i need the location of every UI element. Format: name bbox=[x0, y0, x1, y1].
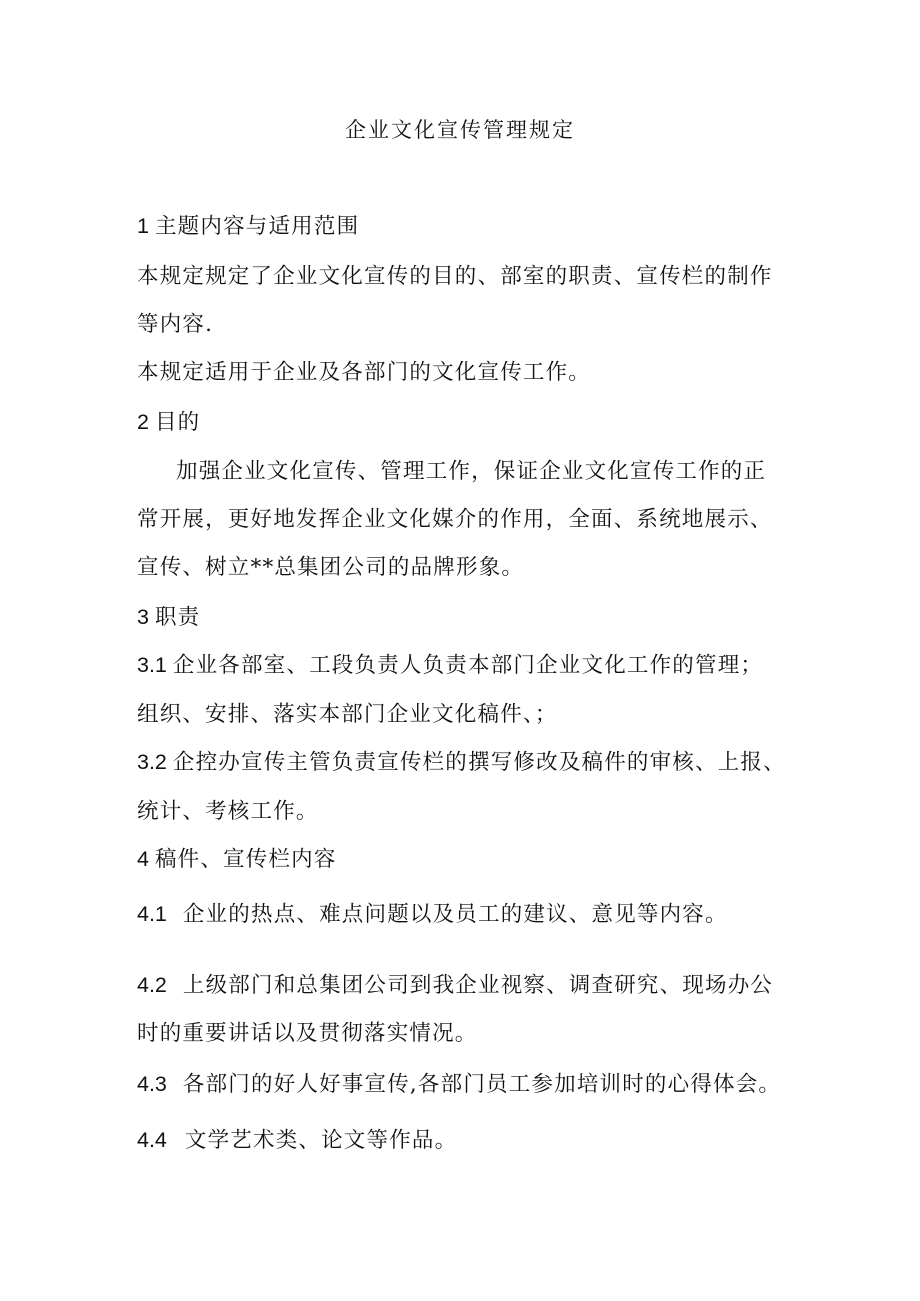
section-number: 1 bbox=[137, 214, 149, 238]
clause-4-3 bbox=[137, 1067, 781, 1098]
section-number: 2 bbox=[137, 410, 149, 434]
clause-4-1 bbox=[137, 897, 728, 928]
paragraph-line bbox=[137, 259, 773, 290]
paragraph-text: 统计、考核工作。 bbox=[137, 799, 319, 824]
paragraph-text: 常开展，更好地发挥企业文化媒介的作用，全面、系统地展示、 bbox=[137, 507, 773, 532]
paragraph-text: 等内容. bbox=[137, 312, 214, 337]
paragraph-line bbox=[137, 550, 524, 581]
clause-number: 4.3 bbox=[137, 1072, 167, 1096]
paragraph-line bbox=[137, 502, 773, 533]
paragraph-text: 时的重要讲话以及贯彻落实情况。 bbox=[137, 1021, 478, 1046]
clause-text: 文学艺术类、论文等作品。 bbox=[184, 1128, 458, 1153]
clause-text: 各部门的好人好事宣传,各部门员工参加培训时的心得体会。 bbox=[182, 1072, 782, 1097]
clause-text: 上级部门和总集团公司到我企业视察、调查研究、现场办公 bbox=[182, 973, 774, 998]
paragraph-line bbox=[137, 697, 558, 728]
paragraph-line bbox=[137, 1016, 478, 1047]
section-heading-text: 职责 bbox=[154, 605, 201, 630]
clause-number: 4.2 bbox=[137, 973, 167, 997]
document-title: 企业文化宣传管理规定 bbox=[345, 118, 575, 142]
paragraph-text: 本规定适用于企业及各部门的文化宣传工作。 bbox=[137, 360, 592, 385]
clause-number: 3.1 bbox=[137, 653, 167, 677]
clause-number: 4.4 bbox=[137, 1128, 167, 1152]
paragraph-line bbox=[137, 355, 591, 386]
clause-text: 企业的热点、难点问题以及员工的建议、意见等内容。 bbox=[182, 902, 728, 927]
paragraph-text: 组织、安排、落实本部门企业文化稿件、； bbox=[137, 702, 558, 727]
section-heading-text: 目的 bbox=[154, 410, 201, 435]
clause-text: 企业各部室、工段负责人负责本部门企业文化工作的管理； bbox=[172, 653, 764, 678]
clause-text: 企控办宣传主管负责宣传栏的撰写修改及稿件的审核、上报、 bbox=[172, 750, 786, 775]
clause-3-1 bbox=[137, 648, 763, 679]
clause-4-4 bbox=[137, 1123, 457, 1154]
section-heading-3 bbox=[137, 600, 200, 631]
section-heading-text: 稿件、宣传栏内容 bbox=[154, 847, 337, 872]
section-number: 4 bbox=[137, 847, 149, 871]
clause-number: 4.1 bbox=[137, 902, 167, 926]
paragraph-line bbox=[137, 307, 213, 338]
paragraph-text: 加强企业文化宣传、管理工作，保证企业文化宣传工作的正 bbox=[176, 459, 767, 484]
paragraph-text: 本规定规定了企业文化宣传的目的、部室的职责、宣传栏的制作 bbox=[137, 264, 773, 289]
section-heading-1 bbox=[137, 209, 359, 240]
paragraph-text: 宣传、树立**总集团公司的品牌形象。 bbox=[137, 555, 525, 580]
paragraph-line bbox=[137, 794, 319, 825]
clause-number: 3.2 bbox=[137, 750, 167, 774]
section-heading-4 bbox=[137, 842, 337, 873]
clause-3-2 bbox=[137, 745, 786, 776]
clause-4-2 bbox=[137, 968, 773, 999]
paragraph-line bbox=[176, 454, 766, 485]
section-heading-text: 主题内容与适用范围 bbox=[154, 214, 360, 239]
section-heading-2 bbox=[137, 405, 200, 436]
section-number: 3 bbox=[137, 605, 149, 629]
